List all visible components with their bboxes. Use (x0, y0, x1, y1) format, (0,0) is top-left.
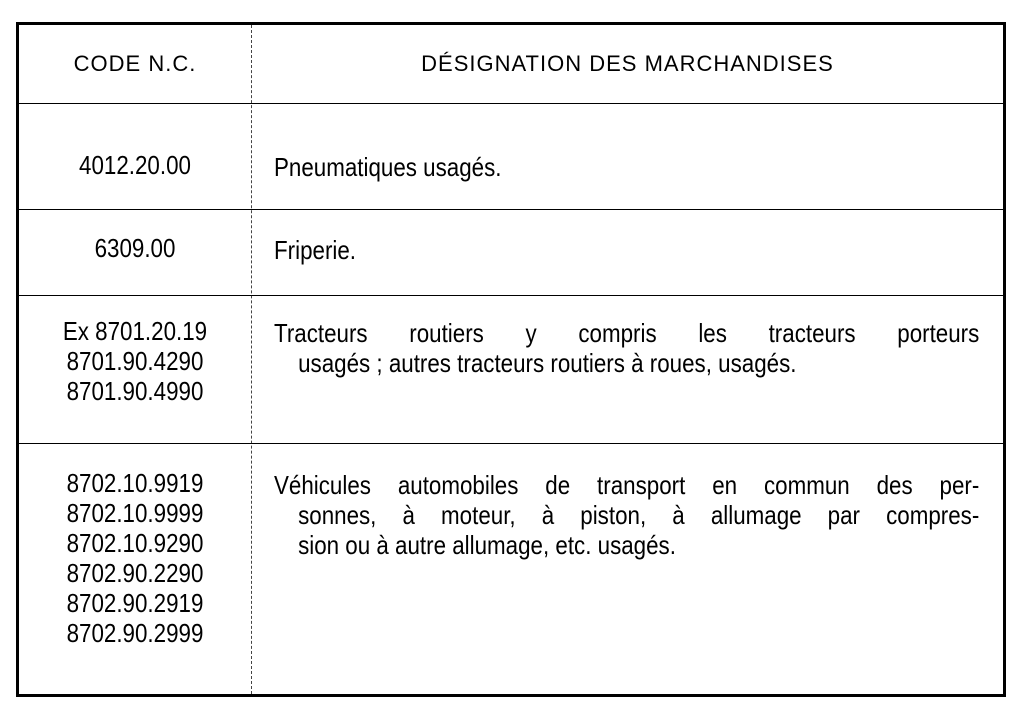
code-cell (35, 233, 235, 263)
table-row (19, 104, 1003, 210)
table-row (19, 210, 1003, 296)
description-cell (274, 318, 981, 378)
table-header-row (19, 25, 1003, 104)
code-value: Ex 8701.20.19 (62, 316, 208, 346)
code-cell (35, 150, 235, 180)
description-text: Friperie. (274, 235, 357, 265)
description-line: Véhicules automobiles de transport en commun des per- (274, 470, 980, 500)
code-cell (35, 316, 235, 406)
description-line: sonnes, à moteur, à piston, à allumage par compres- (298, 500, 980, 530)
goods-table (16, 22, 1006, 697)
code-cell (35, 468, 235, 648)
description-text: Pneumatiques usagés. (274, 152, 502, 182)
code-value: 8701.90.4290 (66, 346, 204, 376)
code-value: 8702.90.2919 (66, 588, 204, 618)
code-value: 6309.00 (94, 233, 176, 263)
header-code: CODE N.C. (73, 51, 197, 76)
code-value: 8702.10.9919 (66, 468, 204, 498)
table-row (19, 444, 1003, 697)
description-line: sion ou à autre allumage, etc. usagés. (298, 530, 676, 560)
code-value: 8702.90.2999 (66, 618, 204, 648)
description-line: usagés ; autres tracteurs routiers à roues, usagés. (298, 348, 797, 378)
description-cell (274, 235, 981, 265)
description-cell (274, 152, 981, 182)
description-line: Tracteurs routiers y compris les tracteurs porteurs (274, 318, 980, 348)
code-value: 4012.20.00 (79, 150, 191, 180)
table-row (19, 296, 1003, 444)
header-designation: DÉSIGNATION DES MARCHANDISES (421, 51, 834, 76)
code-value: 8701.90.4990 (66, 376, 204, 406)
code-value: 8702.90.2290 (66, 558, 204, 588)
code-value: 8702.10.9290 (66, 528, 204, 558)
description-cell (274, 470, 981, 560)
code-value: 8702.10.9999 (66, 498, 204, 528)
